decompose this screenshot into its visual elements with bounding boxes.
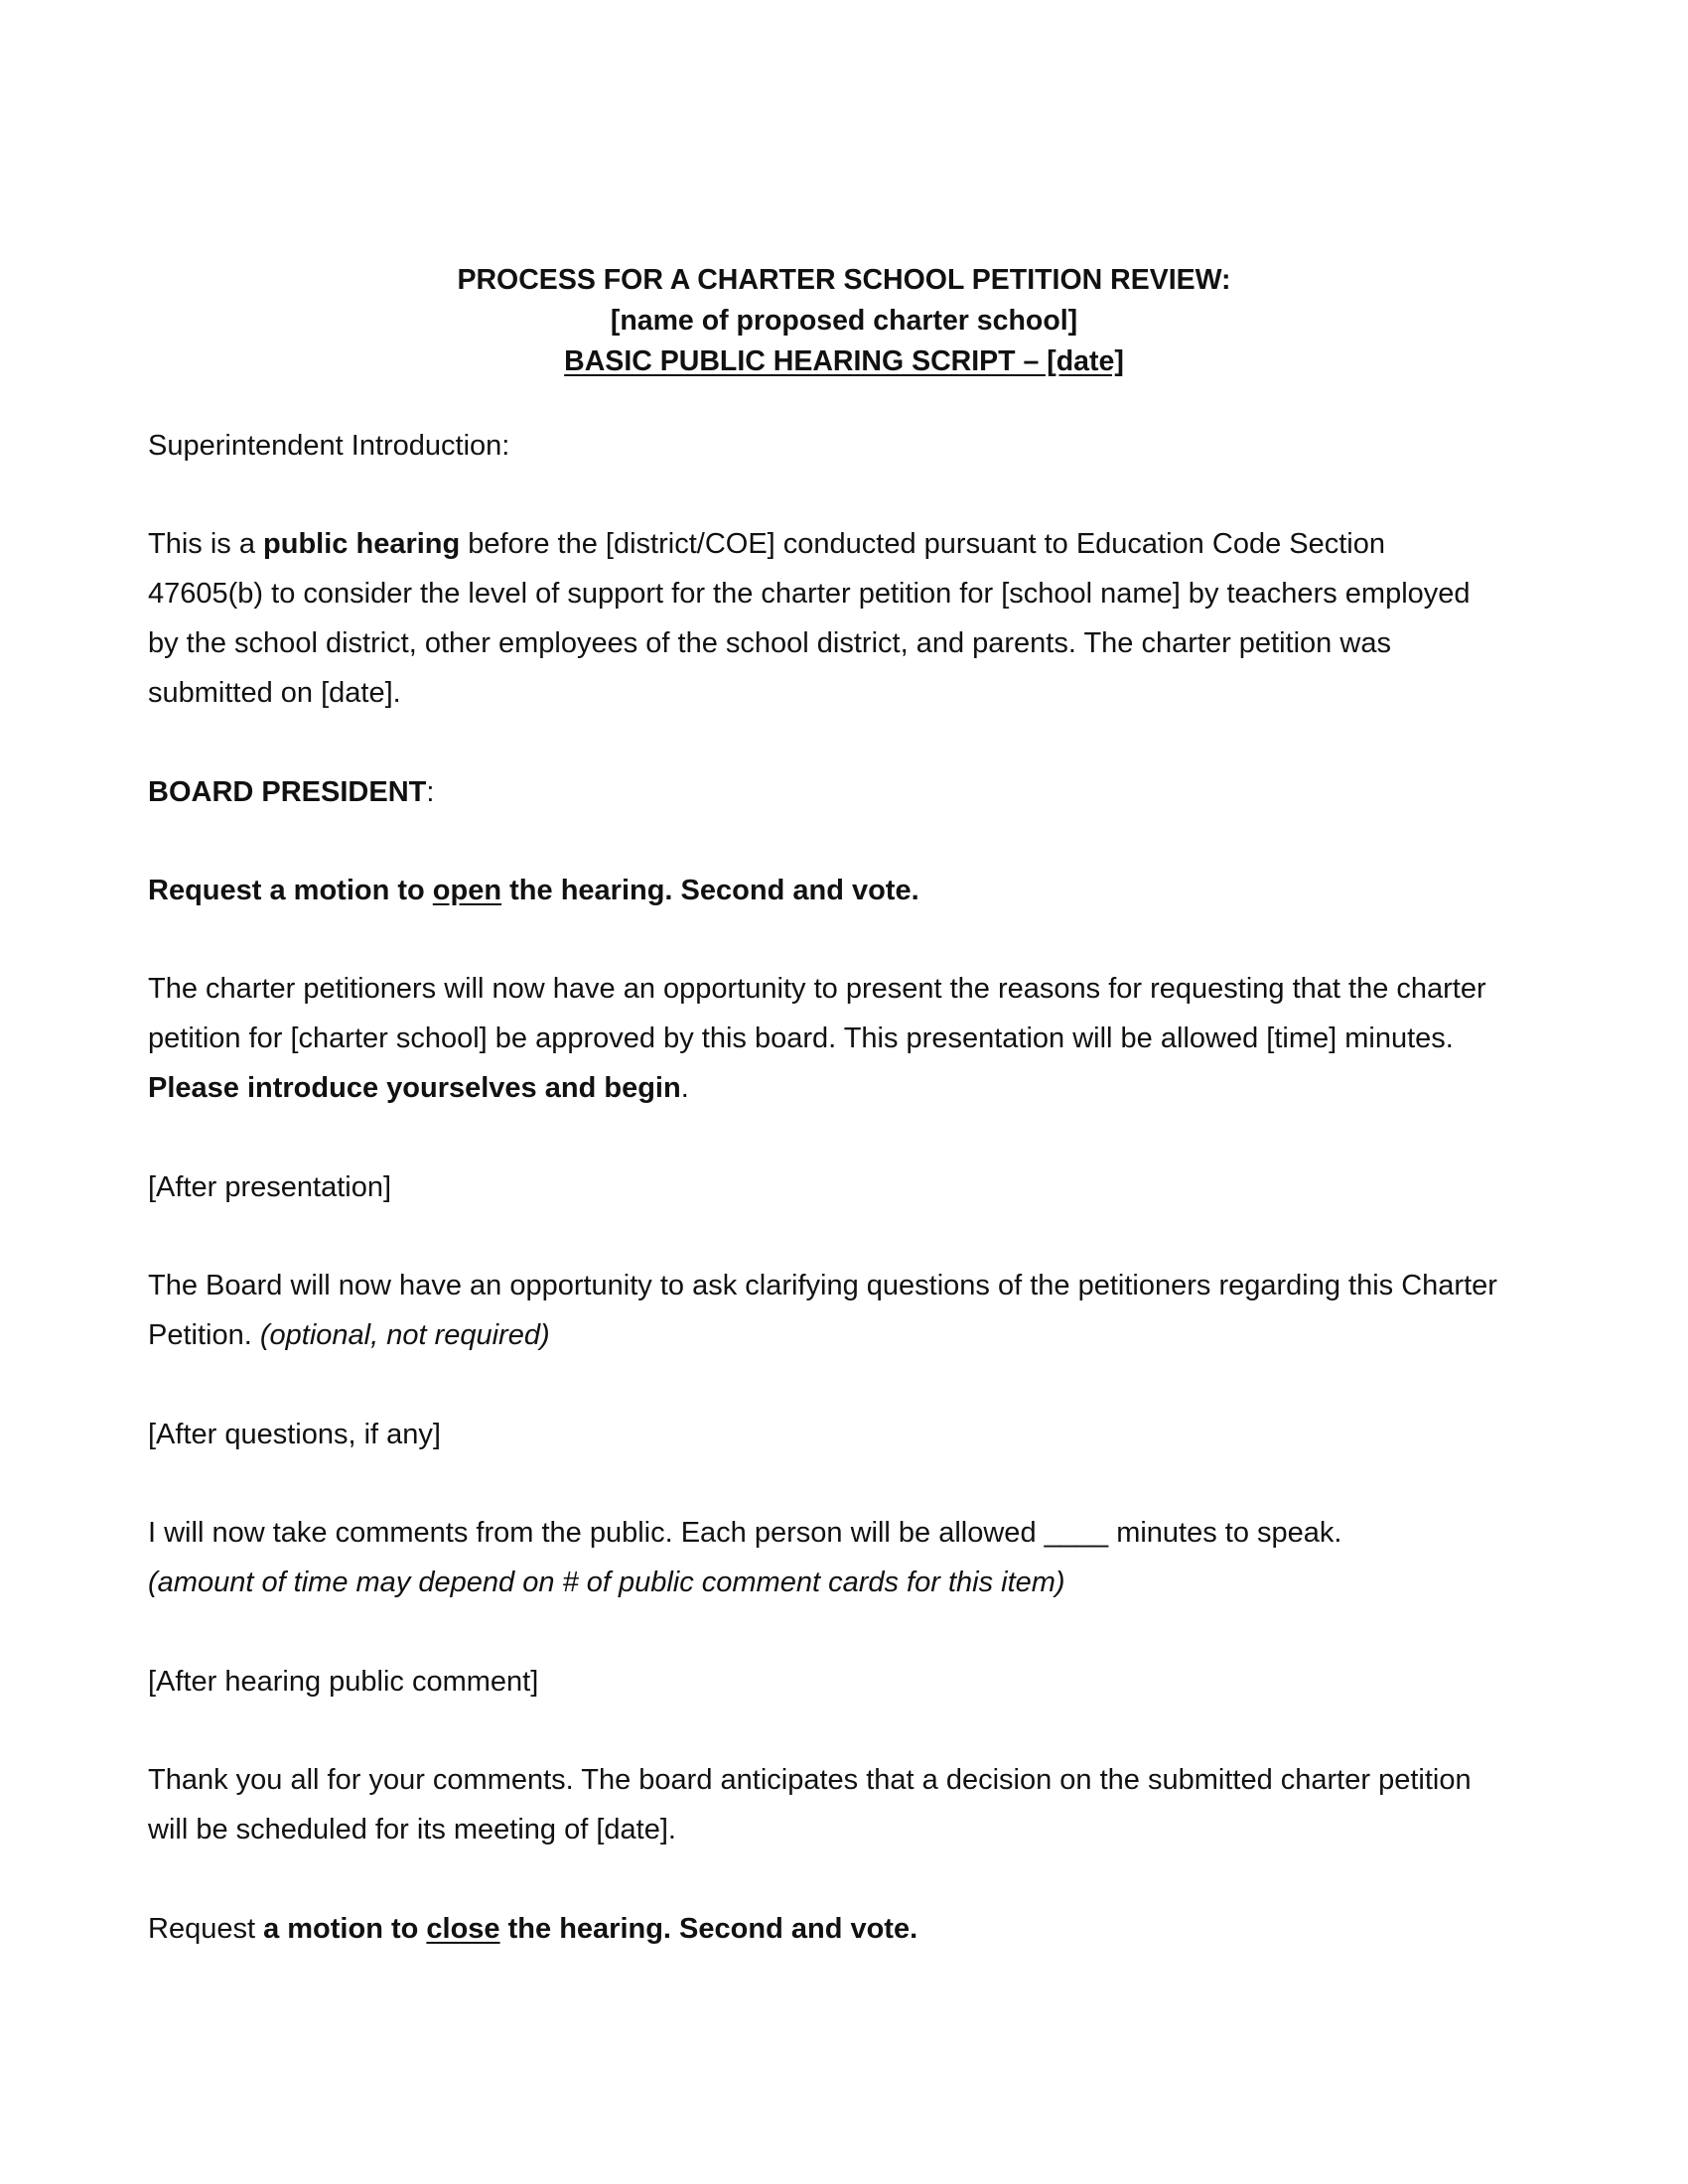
open-motion-pre: Request a motion to	[148, 875, 433, 906]
public-comments-paragraph	[148, 1508, 1498, 1607]
after-presentation: [After presentation]	[148, 1171, 392, 1203]
intro-rest: before the [district/COE] conducted pursuant to Education Code Section 47605(b) to consider the level of support for the charter petition for [school name] by teachers employed by the school district, other employees of the school district, and parents. The charter petition was submitted on [date].	[148, 528, 1471, 709]
presentation-bold: Please introduce yourselves and begin	[148, 1072, 681, 1104]
public-comments-text: I will now take comments from the public. Each person will be allowed ____ minutes to speak.	[148, 1517, 1342, 1549]
title-line-1: PROCESS FOR A CHARTER SCHOOL PETITION REVIEW:	[457, 264, 1231, 296]
presentation-text: The charter petitioners will now have an opportunity to present the reasons for requesting that the charter petition for [charter school] be approved by this board. This presentation will be allowed [time] minutes.	[148, 973, 1486, 1054]
after-public-comment: [After hearing public comment]	[148, 1666, 539, 1698]
intro-bold: public hearing	[263, 528, 461, 560]
board-president-heading	[148, 767, 1498, 817]
board-questions-paragraph	[148, 1261, 1498, 1360]
superintendent-heading: Superintendent Introduction:	[148, 430, 510, 462]
open-motion-paragraph	[148, 866, 1498, 915]
title-line-3: BASIC PUBLIC HEARING SCRIPT – [date]	[564, 345, 1124, 377]
document-page	[148, 260, 1498, 2002]
intro-prefix: This is a	[148, 528, 264, 560]
close-motion-underlined: close	[426, 1913, 500, 1945]
board-questions-italic: (optional, not required)	[259, 1319, 550, 1351]
title-line-2: [name of proposed charter school]	[610, 305, 1078, 337]
presentation-end: .	[680, 1072, 689, 1104]
board-president-label: BOARD PRESIDENT	[148, 776, 427, 808]
close-motion-pre: Request	[148, 1913, 264, 1945]
intro-paragraph	[148, 519, 1498, 718]
close-motion-post: the hearing. Second and vote.	[499, 1913, 918, 1945]
thank-you-paragraph: Thank you all for your comments. The board anticipates that a decision on the submitted charter petition will be scheduled for its meeting of [date].	[148, 1764, 1472, 1845]
close-motion-paragraph	[148, 1904, 1498, 1954]
open-motion-post: the hearing. Second and vote.	[501, 875, 919, 906]
presentation-paragraph	[148, 964, 1498, 1113]
board-questions-text: The Board will now have an opportunity to ask clarifying questions of the petitioners regarding this Charter Petition.	[148, 1270, 1497, 1351]
open-motion-underlined: open	[432, 875, 502, 906]
public-comments-italic: (amount of time may depend on # of public comment cards for this item)	[148, 1567, 1065, 1598]
document-title	[0, 260, 1688, 382]
board-president-colon: :	[426, 776, 435, 808]
close-motion-bold-pre: a motion to	[263, 1913, 427, 1945]
after-questions: [After questions, if any]	[148, 1419, 441, 1450]
